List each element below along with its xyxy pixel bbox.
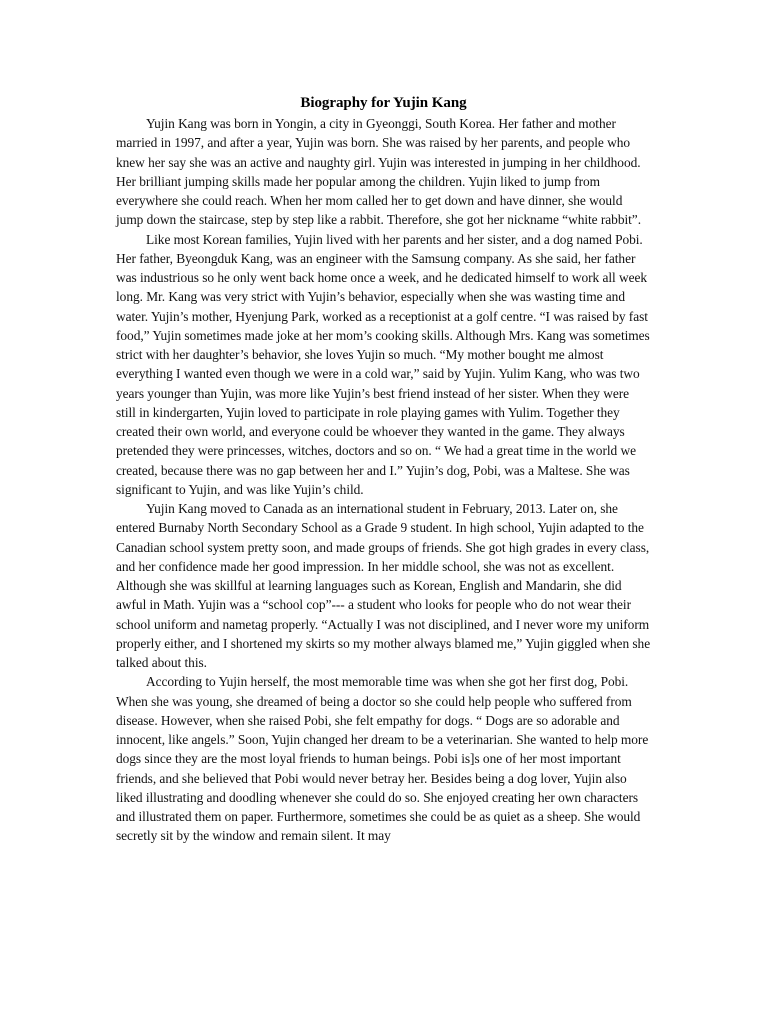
paragraph-memories: According to Yujin herself, the most memorable time was when she got her first dog, Pobi. When she was young, she dreamed of being a doctor so she could help people who suffered from disease. However, when she raised Pobi, she felt empathy for dogs. “ Dogs are so adorable and innocent, like angels.” Soon, Yujin changed her dream to be a veterinarian. She wanted to help more dogs since they are the most loyal friends to human beings. Pobi is]s one of her most important friends, and she believed that Pobi would never betray her. Besides being a dog lover, Yujin also liked illustrating and doodling whenever she could do so. She enjoyed creating her own characters and illustrated them on paper. Furthermore, sometimes she could be as quiet as a sheep. She would secretly sit by the window and remain silent. It may: [116, 674, 649, 844]
paragraph-birth: Yujin Kang was born in Yongin, a city in Gyeonggi, South Korea. Her father and mother married in 1997, and after a year, Yujin was born. She was raised by her parents, and people who knew her say she was an active and naughty girl. Yujin was interested in jumping in her childhood. Her brilliant jumping skills made her popular among the children. Yujin liked to jump from everywhere she could reach. When her mom called her to get down and have dinner, she would jump down the staircase, step by step like a rabbit. Therefore, she got her nickname “white rabbit”.: [116, 116, 641, 228]
paragraph-school: Yujin Kang moved to Canada as an international student in February, 2013. Later on, she entered Burnaby North Secondary School as a Grade 9 student. In high school, Yujin adapted to the Canadian school system pretty soon, and made groups of friends. She got high grades in every class, and her confidence made her good impression. In her middle school, she was not as excellent. Although she was skillful at learning languages such as Korean, English and Mandarin, she did awful in Math. Yujin was a “school cop”--- a student who looks for people who do not wear their school uniform and nametag properly. “Actually I was not disciplined, and I never wore my uniform properly either, and I shortened my skirts so my mother always blamed me,” Yujin giggled when she talked about this.: [116, 501, 651, 670]
paragraph-family: Like most Korean families, Yujin lived with her parents and her sister, and a dog named Pobi. Her father, Byeongduk Kang, was an engineer with the Samsung company. As she said, her father was industrious so he only went back home once a week, and he dedicated himself to work all week long. Mr. Kang was very strict with Yujin’s behavior, especially when she was wasting time and water. Yujin’s mother, Hyenjung Park, worked as a receptionist at a golf centre. “I was raised by fast food,” Yujin sometimes made joke at her mom’s cooking skills. Although Mrs. Kang was sometimes strict with her daughter’s behavior, she loves Yujin so much. “My mother bought me almost everything I wanted even though we were in a cold war,” said by Yujin. Yulim Kang, who was two years younger than Yujin, was more like Yujin’s best friend instead of her sister. When they were still in kindergarten, Yujin loved to participate in role playing games with Yulim. Together they created their own world, and everyone could be whoever they wanted in the game. They always pretended they were princesses, witches, doctors and so on. “ We had a great time in the world we created, because there was no gap between her and I.” Yujin’s dog, Pobi, was a Maltese. She was significant to Yujin, and was like Yujin’s child.: [116, 231, 650, 497]
document-body: [116, 92, 651, 846]
document-title: Biography for Yujin Kang: [300, 95, 467, 111]
